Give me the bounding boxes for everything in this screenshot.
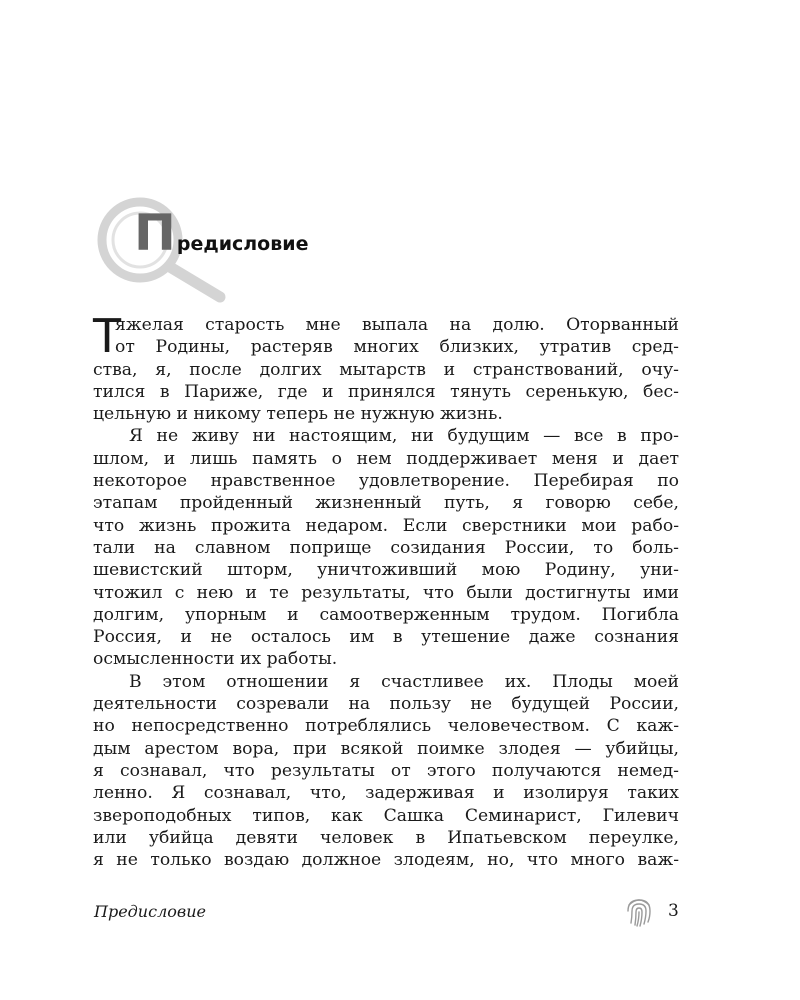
text-line: долгим, упорным и самоотверженным трудом. Погибла	[93, 604, 679, 625]
text-line: осмысленности их работы.	[93, 649, 338, 670]
text-line: от Родины, растеряв многих близких, утратив сред-	[115, 337, 679, 358]
text-line: В этом отношении я счастливее их. Плоды моей	[129, 671, 679, 692]
heading-rest: редисловие	[176, 233, 309, 255]
paragraph-1	[93, 309, 679, 425]
text-line: дым арестом вора, при всякой поимке злодея — убийцы,	[93, 738, 679, 759]
heading-initial: П	[134, 204, 176, 262]
text-line: Россия, и не осталось им в утешение даже сознания	[93, 627, 679, 648]
text-line: некоторое нравственное удовлетворение. Перебирая по	[93, 471, 679, 492]
running-footer-title: Предисловие	[94, 902, 206, 921]
text-line: этапам пройденный жизненный путь, я говорю себе,	[93, 493, 679, 514]
paragraph-3	[93, 671, 679, 872]
chapter-heading	[134, 204, 309, 262]
page-number: 3	[668, 901, 679, 921]
text-line-content: яжелая старость мне выпала на долю. Оторванный	[115, 315, 679, 335]
text-line: Я не живу ни настоящим, ни будущим — все в про-	[129, 426, 679, 447]
text-line: что жизнь прожита недаром. Если сверстники мои рабо-	[93, 515, 679, 536]
text-line: цельную и никому теперь не нужную жизнь.	[93, 404, 503, 425]
text-line: деятельности созревали на пользу не будущей России,	[93, 694, 679, 715]
text-line: я не только воздаю должное злодеям, но, что много важ-	[93, 850, 679, 871]
text-line: шевистский шторм, уничтоживший мою Родину, уни-	[93, 560, 679, 581]
fingerprint-icon	[625, 895, 653, 927]
text-line: я сознавал, что результаты от этого получаются немед-	[93, 760, 679, 781]
text-line: чтожил с нею и те результаты, что были достигнуты ими	[93, 582, 679, 603]
text-line: но непосредственно потреблялись человечеством. С каж-	[93, 716, 679, 737]
text-line: тился в Париже, где и принялся тянуть серенькую, бес-	[93, 381, 679, 402]
paragraph-2	[93, 425, 679, 670]
text-line: ленно. Я сознавал, что, задерживая и изолируя таких	[93, 783, 679, 804]
text-line: тали на славном поприще созидания России, то боль-	[93, 537, 679, 558]
text-line: звероподобных типов, как Сашка Семинарист, Гилевич	[93, 805, 679, 826]
text-line: шлом, и лишь память о нем поддерживает меня и дает	[93, 448, 679, 469]
text-line: или убийца девяти человек в Ипатьевском переулке,	[93, 827, 679, 848]
text-line: ства, я, после долгих мытарств и странствований, очу-	[93, 359, 679, 380]
body-text	[93, 309, 679, 871]
drop-cap: Т	[93, 309, 122, 363]
